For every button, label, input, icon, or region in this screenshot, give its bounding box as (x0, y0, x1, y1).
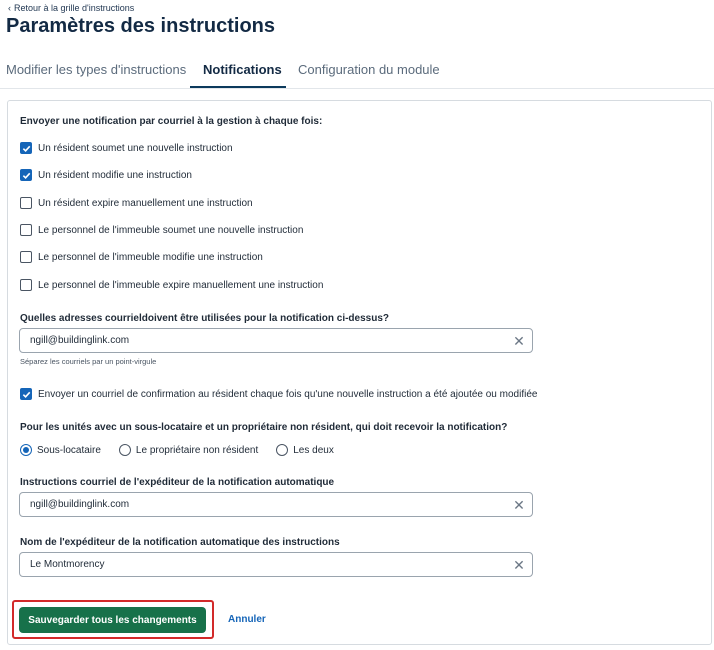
option-label: Le personnel de l'immeuble modifie une instruction (38, 251, 263, 263)
checkbox[interactable] (20, 197, 32, 209)
emails-heading: Quelles adresses courrieldoivent être utilisées pour la notification ci-dessus? (20, 313, 390, 324)
chevron-left-icon: ‹ (8, 3, 11, 13)
radio-button[interactable] (276, 444, 288, 456)
tabs-divider (0, 88, 714, 89)
notify-option-staff-submit[interactable] (20, 223, 303, 237)
checkbox[interactable] (20, 224, 32, 236)
radio-non-resident-owner[interactable] (119, 444, 258, 456)
checkbox[interactable] (20, 388, 32, 400)
checkbox[interactable] (20, 251, 32, 263)
checkbox[interactable] (20, 279, 32, 291)
cancel-button[interactable]: Annuler (228, 614, 266, 625)
option-label: Le personnel de l'immeuble expire manuellement une instruction (38, 279, 324, 291)
back-link[interactable] (8, 3, 134, 13)
notify-option-resident-expire[interactable] (20, 196, 253, 210)
tab-notifications[interactable]: Notifications (203, 62, 282, 77)
notification-emails-input[interactable] (19, 328, 533, 353)
radio-both[interactable] (276, 444, 334, 456)
option-label: Un résident soumet une nouvelle instruction (38, 142, 233, 154)
input-value: ngill@buildinglink.com (30, 335, 130, 346)
radio-label: Le propriétaire non résident (135, 444, 259, 456)
confirmation-option[interactable] (20, 387, 537, 401)
check-icon (22, 390, 31, 399)
option-label: Le personnel de l'immeuble soumet une nouvelle instruction (38, 224, 304, 236)
radio-label: Les deux (293, 444, 334, 456)
sender-name-heading: Nom de l'expéditeur de la notification automatique des instructions (20, 537, 340, 548)
radio-subtenant[interactable] (20, 444, 101, 456)
option-label: Un résident modifie une instruction (38, 169, 192, 181)
input-value: Le Montmorency (30, 559, 105, 570)
save-button[interactable]: Sauvegarder tous les changements (19, 607, 206, 633)
check-icon (22, 144, 31, 153)
check-icon (22, 171, 31, 180)
recipient-heading: Pour les unités avec un sous-locataire et un propriétaire non résident, qui doit recevoir la notification? (20, 422, 508, 433)
recipient-radio-group (20, 443, 352, 457)
radio-button[interactable] (20, 444, 32, 456)
emails-hint: Séparez les courriels par un point-virgule (20, 357, 157, 366)
notify-option-staff-modify[interactable] (20, 250, 263, 264)
sender-email-heading: Instructions courriel de l'expéditeur de la notification automatique (20, 477, 335, 488)
checkbox[interactable] (20, 142, 32, 154)
notify-option-staff-expire[interactable] (20, 278, 323, 292)
option-label: Un résident expire manuellement une instruction (38, 197, 253, 209)
tab-module-config[interactable]: Configuration du module (298, 62, 440, 77)
sender-name-input[interactable] (19, 552, 533, 577)
close-icon[interactable]: ✕ (513, 496, 525, 513)
tab-bar (0, 52, 714, 88)
option-label: Envoyer un courriel de confirmation au résident chaque fois qu'une nouvelle instruction a été ajoutée ou modifiée (38, 388, 538, 400)
notify-option-resident-submit[interactable] (20, 141, 233, 155)
radio-label: Sous-locataire (37, 444, 101, 456)
close-icon[interactable]: ✕ (513, 556, 525, 573)
checkbox[interactable] (20, 169, 32, 181)
sender-email-input[interactable] (19, 492, 533, 517)
input-value: ngill@buildinglink.com (30, 499, 130, 510)
tab-edit-types[interactable]: Modifier les types d'instructions (6, 62, 187, 77)
notify-option-resident-modify[interactable] (20, 168, 192, 182)
notify-heading: Envoyer une notification par courriel à la gestion à chaque fois: (20, 116, 323, 127)
page-title: Paramètres des instructions (6, 15, 275, 37)
radio-button[interactable] (119, 444, 131, 456)
back-link-label: Retour à la grille d'instructions (14, 3, 135, 13)
close-icon[interactable]: ✕ (513, 332, 525, 349)
